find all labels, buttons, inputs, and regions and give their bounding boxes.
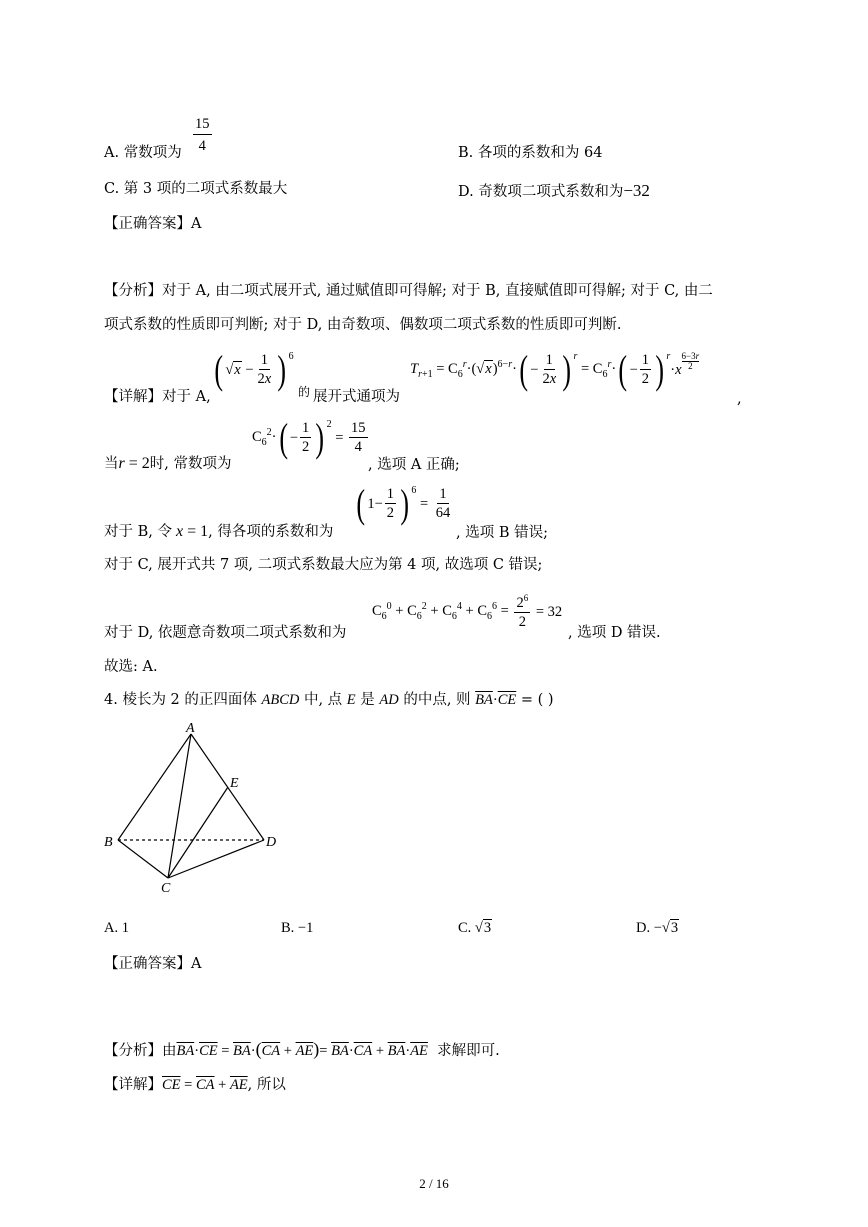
q4-option-d: D. −√3 <box>636 920 679 936</box>
detail-q3-line3-c: , 选项 B 错误; <box>456 525 548 541</box>
analysis-q3-line2: 项式系数的性质即可判断; 对于 D, 由奇数项、偶数项二项式系数的性质即可判断. <box>104 317 622 333</box>
page-number: 2 / 16 <box>419 1176 449 1191</box>
de-text: 的 <box>298 385 311 399</box>
answer-q3: 【正确答案】A <box>104 216 202 232</box>
analysis-q3-line1: 【分析】对于 A, 由二项式展开式, 通过赋值即可得解; 对于 B, 直接赋值即可得解; 对于 C, 由二 <box>104 283 713 299</box>
detail-q3-line2-c: , 选项 A 正确; <box>368 457 460 473</box>
analysis-q4: 【分析】由$\overline{BA}\cdot\overline{CE} = \overline{BA}\cdot(\overline{CA} + \overline{AE})= \overline{BA}\cdot\overline{CA} + \overline{BA}\cdot\overline{AE}$ 求解即可. <box>104 1039 500 1059</box>
formula-constant-term: $C_6^2\cdot$( − $\frac{1}{2}$ ) $^2$ = $\frac{15}{4}$ <box>252 415 366 460</box>
tetrahedron-figure <box>96 718 296 896</box>
label-a: A <box>186 721 195 736</box>
detail-q3-line4: 对于 C, 展开式共 7 项, 二项式系数最大应为第 4 项, 故选项 C 错误; <box>104 557 543 573</box>
answer-q4: 【正确答案】A <box>104 956 202 972</box>
detail-q3-line2: 当r = 2时, 常数项为 <box>104 455 232 472</box>
q4-option-a: A. 1 <box>104 920 129 936</box>
label-c: C <box>161 881 171 896</box>
comma: , <box>737 391 742 407</box>
option-c: C. 第 3 项的二项式系数最大 <box>104 181 288 197</box>
detail-q3-line5: 对于 D, 依题意奇数项二项式系数和为 <box>104 625 347 641</box>
label-e: E <box>230 776 239 791</box>
edge-ab <box>118 734 191 840</box>
detail-q3-line1-b: 展开式通项为 <box>313 389 400 405</box>
detail-q3-line6: 故选: A. <box>104 659 158 675</box>
q4-option-c: C. √3 <box>458 920 492 936</box>
option-a-fraction: 15 4 <box>195 116 210 154</box>
label-d: D <box>266 835 277 850</box>
edge-cd <box>168 840 264 878</box>
option-b: B. 各项的系数和为 64 <box>458 145 603 161</box>
formula-general-term: $T_{r+1} = C_6^r\cdot(√x)^{6-r}\cdot$( − $\frac{1}{2x}$ ) $^r = C_6^r\cdot$( − $\frac{1}{2}$ ) $^r$·x $\frac{6-3r}{2}$ <box>410 347 700 392</box>
detail-q3-line3: 对于 B, 令 x = 1, 得各项的系数和为 <box>104 523 334 540</box>
detail-q4: 【详解】$\overline{CE} = \overline{CA} + \overline{AE}$, 所以 <box>104 1077 286 1093</box>
q4-option-b: B. −1 <box>281 920 314 936</box>
formula-coef-sum: ( 1− $\frac{1}{2}$ ) $^6$ = $\frac{1}{64}$ <box>356 481 451 526</box>
detail-q3-line1: 【详解】对于 A, <box>104 389 211 405</box>
detail-q3-line5-b: , 选项 D 错误. <box>568 625 661 641</box>
segment-ce <box>168 787 228 878</box>
q4-stem: 4. 棱长为 2 的正四面体 ABCD 中, 点 E 是 AD 的中点, 则 $\overline{BA}\cdot\overline{CE}$ = ( ) <box>104 692 554 708</box>
formula-binomial: ( √x − $\frac{1}{2x}$ ) $^6$ <box>214 347 294 392</box>
edge-ac <box>168 734 191 878</box>
option-a: A. 常数项为 <box>104 145 182 161</box>
option-d: D. 奇数项二项式系数和为−32 <box>458 181 650 200</box>
edge-bc <box>118 840 168 878</box>
label-b: B <box>104 835 113 850</box>
formula-odd-sum: $C_6^0 + C_6^2 + C_6^4 + C_6^6$ = $\frac{2^6}{2}$ = 32 <box>372 593 563 631</box>
